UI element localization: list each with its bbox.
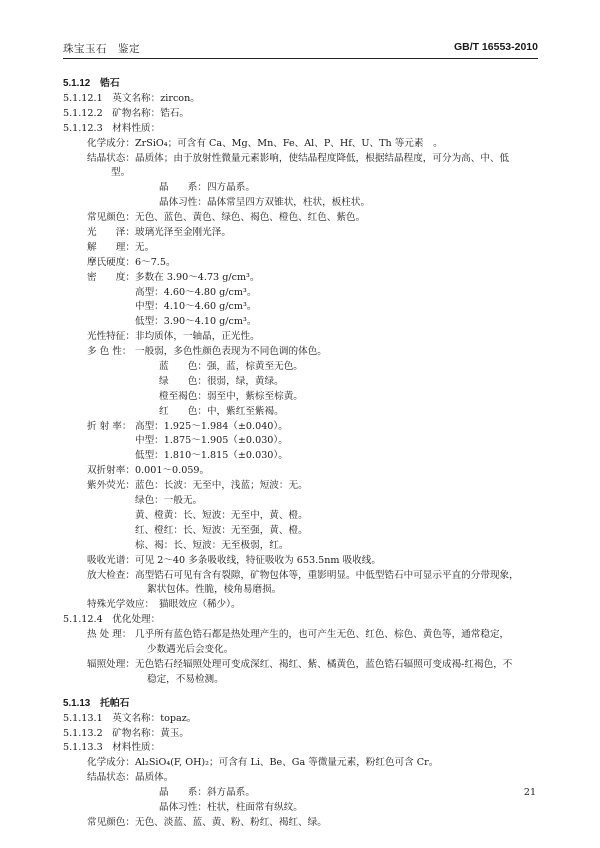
property-label: 解 理： — [87, 241, 135, 253]
section-gap — [63, 688, 541, 696]
property-value: 中型：4.10～4.60 g/cm³。 — [135, 301, 257, 313]
property-value: 红 色：中，紫红至紫褐。 — [159, 405, 284, 417]
property-uv-fluorescence — [63, 479, 541, 494]
property-value: 晶质体；由于放射性微量元素影响，使结晶程度降低，根据结晶程度，可分为高、中、低 — [135, 152, 510, 164]
property-value: 无色、淡蓝、蓝、黄、粉、粉红、褐红、绿。 — [135, 816, 327, 828]
property-label: 双折射率： — [87, 465, 135, 477]
property-label: 摩氏硬度： — [87, 256, 135, 268]
property-label: 密 度： — [87, 271, 135, 283]
property-special-effect — [63, 598, 541, 613]
property-value: 晶质体。 — [135, 772, 174, 784]
property-density-medium — [63, 300, 541, 315]
property-value: 黄、橙黄：长、短波：无至中，黄、橙。 — [135, 509, 308, 521]
property-value: 绿 色：很弱，绿，黄绿。 — [159, 375, 284, 387]
property-value: 多数在 3.90～4.73 g/cm³。 — [135, 271, 260, 283]
pleochroism-green — [63, 375, 541, 390]
section-heading-zircon: 5.1.12 锆石 — [63, 78, 120, 89]
property-value: 玻璃光泽至金刚光泽。 — [135, 227, 231, 239]
property-value: 型。 — [111, 167, 131, 179]
property-absorption — [63, 554, 541, 569]
property-value: 晶体习性：晶体常呈四方双锥状，柱状，板柱状。 — [159, 197, 371, 209]
header-rule — [63, 58, 538, 59]
property-crystal-system — [63, 786, 541, 801]
property-label: 化学成分： — [87, 757, 135, 769]
property-label: 辐照处理： — [87, 658, 135, 670]
property-value: 无色锆石经辐照处理可变成深红、褐红、紫、橘黄色，蓝色锆石辐照可变成褐-红褐色，不 — [135, 658, 513, 670]
property-pleochroism — [63, 345, 541, 360]
treatment-heat — [63, 628, 541, 643]
clause-english-name: 5.1.12.1 英文名称：zircon。 — [63, 93, 200, 104]
clause-treatment: 5.1.12.4 优化处理： — [63, 614, 161, 626]
uv-red — [63, 524, 541, 539]
property-label: 光 泽： — [87, 227, 135, 239]
property-chemical — [63, 137, 541, 152]
document-body — [63, 76, 541, 831]
property-value: 一般弱，多色性颜色表现为不同色调的体色。 — [135, 346, 327, 358]
property-value: 絮状包体。性脆，棱角易磨损。 — [147, 584, 282, 596]
section-heading-topaz: 5.1.13 托帕石 — [63, 697, 130, 709]
property-value: 棕、褐：长、短波：无至极弱，红。 — [135, 539, 289, 551]
property-crystallinity — [63, 152, 541, 167]
property-value: Al₂SiO₄(F, OH)₂；可含有 Li、Be、Ga 等微量元素，粉红色可含 Cr。 — [135, 757, 439, 769]
property-value: 0.001～0.059。 — [135, 465, 210, 477]
property-density-low — [63, 315, 541, 330]
property-value: 非均质体，一轴晶，正光性。 — [135, 331, 260, 343]
property-continuation — [63, 166, 541, 181]
property-value: 中型：1.875～1.905（±0.030）。 — [135, 435, 288, 447]
property-label: 多 色 性： — [87, 346, 132, 358]
property-label: 紫外荧光： — [87, 480, 135, 492]
standard-number: GB/T 16553-2010 — [453, 41, 538, 53]
property-value: 高型：4.60～4.80 g/cm³。 — [135, 286, 257, 298]
treatment-irradiation — [63, 658, 541, 673]
pleochroism-orange-brown — [63, 390, 541, 405]
ri-medium — [63, 434, 541, 449]
property-value: ZrSiO₄；可含有 Ca、Mg、Mn、Fe、Al、P、Hf、U、Th 等元素 。 — [135, 137, 443, 149]
header-title: 珠宝玉石 鉴定 — [63, 43, 140, 55]
property-value: 几乎所有蓝色锆石都是热处理产生的，也可产生无色、红色、棕色、黄色等，通常稳定， — [135, 629, 510, 641]
property-value: 橙至褐色：弱至中，紫棕至棕黄。 — [159, 390, 303, 402]
property-label: 结晶状态： — [87, 152, 135, 164]
property-crystal-system — [63, 181, 541, 196]
clause-mineral-name: 5.1.13.2 矿物名称：黄玉。 — [63, 727, 190, 739]
property-value: 高型锆石可见有含有裂隙，矿物包体等，重影明显。中低型锆石中可显示平直的分带现象， — [135, 569, 519, 581]
property-label: 常见颜色： — [87, 212, 135, 224]
property-density-high — [63, 286, 541, 301]
uv-green — [63, 494, 541, 509]
property-habit — [63, 196, 541, 211]
uv-yellow — [63, 509, 541, 524]
pleochroism-red — [63, 405, 541, 420]
clause-english-name: 5.1.13.1 英文名称：topaz。 — [63, 712, 197, 724]
property-magnification — [63, 569, 541, 584]
property-color — [63, 211, 541, 226]
property-continuation — [63, 673, 541, 688]
property-refractive-index — [63, 420, 541, 435]
property-value: 少数遇光后会变化。 — [147, 643, 234, 655]
property-value: 晶 系：斜方晶系。 — [159, 787, 255, 799]
property-value: 猫眼效应（稀少）。 — [159, 599, 241, 611]
property-value: 红、橙红：长、短波：无至强，黄、橙。 — [135, 524, 308, 536]
property-value: 可见 2～40 多条吸收线，特征吸收为 653.5nm 吸收线。 — [135, 554, 381, 566]
property-label: 吸收光谱： — [87, 554, 135, 566]
property-value: 无。 — [135, 241, 155, 253]
property-value: 低型：3.90～4.10 g/cm³。 — [135, 316, 257, 328]
property-chemical — [63, 756, 541, 771]
property-label: 光性特征： — [87, 331, 135, 343]
property-hardness — [63, 256, 541, 271]
clause-material-properties: 5.1.12.3 材料性质： — [63, 122, 161, 134]
property-value: 稳定，不易检测。 — [147, 673, 224, 685]
property-value: 6～7.5。 — [135, 256, 176, 268]
clause-mineral-name: 5.1.12.2 矿物名称：锆石。 — [63, 107, 190, 119]
property-label: 常见颜色： — [87, 816, 135, 828]
property-label: 特殊光学效应： — [87, 599, 155, 611]
property-value: 绿色：一般无。 — [135, 495, 203, 507]
property-luster — [63, 226, 541, 241]
page-number: 21 — [523, 787, 536, 798]
pleochroism-blue — [63, 360, 541, 375]
clause-material-properties: 5.1.13.3 材料性质： — [63, 742, 161, 754]
property-value: 蓝色：长波：无至中，浅蓝；短波：无。 — [135, 480, 308, 492]
property-label: 热 处 理： — [87, 629, 132, 641]
property-continuation — [63, 583, 541, 598]
property-label: 结晶状态： — [87, 772, 135, 784]
property-density — [63, 271, 541, 286]
property-birefringence — [63, 464, 541, 479]
property-color — [63, 816, 541, 831]
property-continuation — [63, 643, 541, 658]
property-value: 蓝 色：强，蓝，棕黄至无色。 — [159, 361, 303, 373]
ri-low — [63, 449, 541, 464]
property-value: 高型：1.925～1.984（±0.040）。 — [135, 420, 288, 432]
uv-brown — [63, 539, 541, 554]
property-habit — [63, 801, 541, 816]
property-cleavage — [63, 241, 541, 256]
property-value: 无色、蓝色、黄色、绿色、褐色、橙色、红色、紫色。 — [135, 212, 366, 224]
property-value: 晶 系：四方晶系。 — [159, 182, 255, 194]
property-label: 折 射 率： — [87, 420, 132, 432]
property-crystallinity — [63, 771, 541, 786]
property-value: 低型：1.810～1.815（±0.030）。 — [135, 450, 288, 462]
property-value: 晶体习性：柱状，柱面常有纵纹。 — [159, 801, 303, 813]
property-optic — [63, 330, 541, 345]
property-label: 放大检查： — [87, 569, 135, 581]
property-label: 化学成分： — [87, 137, 135, 149]
